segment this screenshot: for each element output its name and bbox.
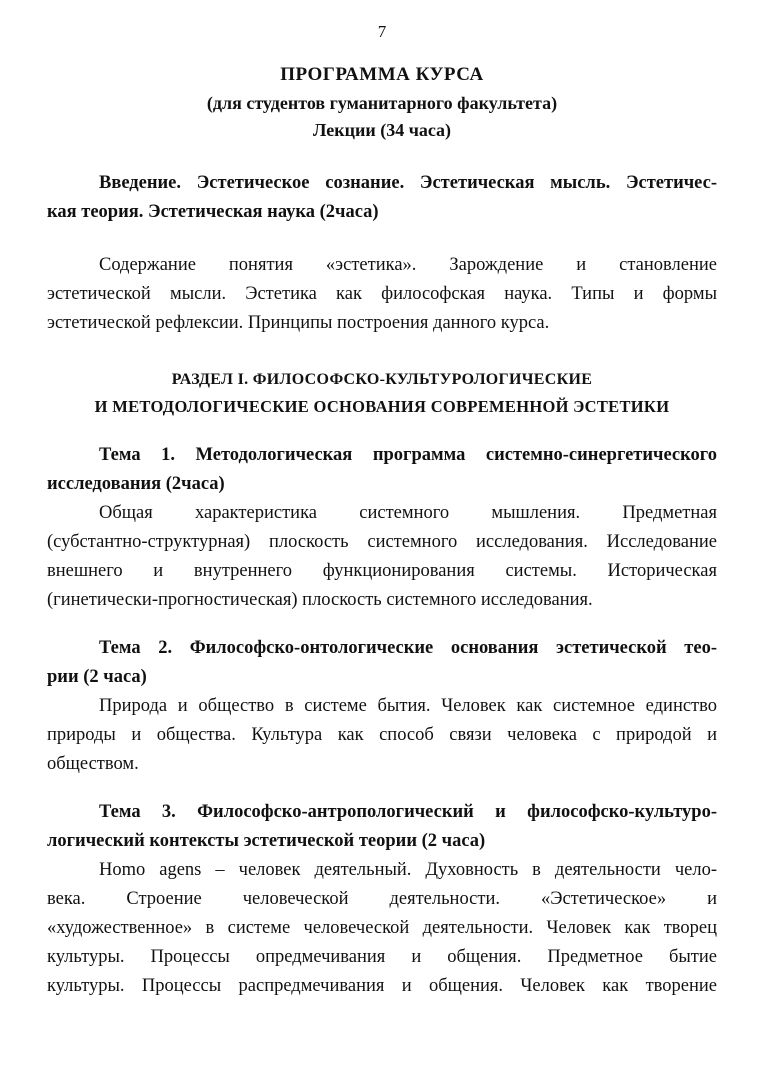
intro-body-line: эстетической мысли. Эстетика как философская наука. Типы и формы — [47, 284, 717, 304]
program-title: ПРОГРАММА КУРСА — [280, 64, 484, 85]
topic2-body — [47, 692, 717, 779]
topic3-body-line: века. Строение человеческой деятельности. «Эстетическое» и — [47, 889, 717, 909]
topic2-heading — [47, 634, 717, 692]
topic1-body-line: (гинетически-прогностическая) плоскость системного исследования. — [47, 590, 593, 610]
intro-heading — [47, 169, 717, 227]
lectures-heading: Лекции (34 часа) — [312, 120, 452, 140]
topic1-body — [47, 499, 717, 615]
topic3-body-line: Homo agens – человек деятельный. Духовность в деятельности чело- — [99, 860, 717, 880]
topic3-body-line: культуры. Процессы распредмечивания и общения. Человек как творение — [47, 976, 717, 996]
topic3-heading-line: логический контексты эстетической теории (2 часа) — [47, 831, 486, 851]
intro-heading-line: кая теория. Эстетическая наука (2часа) — [47, 202, 379, 222]
topic2-heading-line: Тема 2. Философско-онтологические основания эстетической тео- — [99, 638, 717, 658]
page-number: 7 — [377, 22, 387, 41]
topic1-body-line: Общая характеристика системного мышления. Предметная — [99, 503, 717, 523]
topic2-heading-line: рии (2 часа) — [47, 667, 147, 687]
topic3-heading-line: Тема 3. Философско-антропологический и философско-культуро- — [99, 802, 717, 822]
section-heading-line1: РАЗДЕЛ I. ФИЛОСОФСКО-КУЛЬТУРОЛОГИЧЕСКИЕ — [171, 371, 593, 388]
topic3-heading — [47, 798, 717, 856]
intro-heading-line: Введение. Эстетическое сознание. Эстетическая мысль. Эстетичес- — [99, 173, 717, 193]
program-subtitle: (для студентов гуманитарного факультета) — [206, 93, 558, 113]
intro-body — [47, 251, 717, 338]
topic1-body-line: (субстантно-структурная) плоскость системного исследования. Исследование — [47, 532, 717, 552]
topic1-heading — [47, 441, 717, 499]
topic2-body-line: природы и общества. Культура как способ связи человека с природой и — [47, 725, 717, 745]
intro-body-line: эстетической рефлексии. Принципы построения данного курса. — [47, 313, 550, 333]
topic3-body — [47, 856, 717, 1001]
topic3-body-line: культуры. Процессы опредмечивания и общения. Предметное бытие — [47, 947, 717, 967]
topic3-body-line: «художественное» в системе человеческой деятельности. Человек как творец — [47, 918, 717, 938]
section-heading-line2: И МЕТОДОЛОГИЧЕСКИЕ ОСНОВАНИЯ СОВРЕМЕННОЙ ЭСТЕТИКИ — [94, 397, 670, 416]
intro-body-line: Содержание понятия «эстетика». Зарождение и становление — [99, 255, 717, 275]
topic1-heading-line: Тема 1. Методологическая программа системно-синергетического — [99, 445, 717, 465]
topic2-body-line: обществом. — [47, 754, 139, 774]
topic2-body-line: Природа и общество в системе бытия. Человек как системное единство — [99, 696, 717, 716]
topic1-body-line: внешнего и внутреннего функционирования системы. Историческая — [47, 561, 717, 581]
topic1-heading-line: исследования (2часа) — [47, 474, 225, 494]
